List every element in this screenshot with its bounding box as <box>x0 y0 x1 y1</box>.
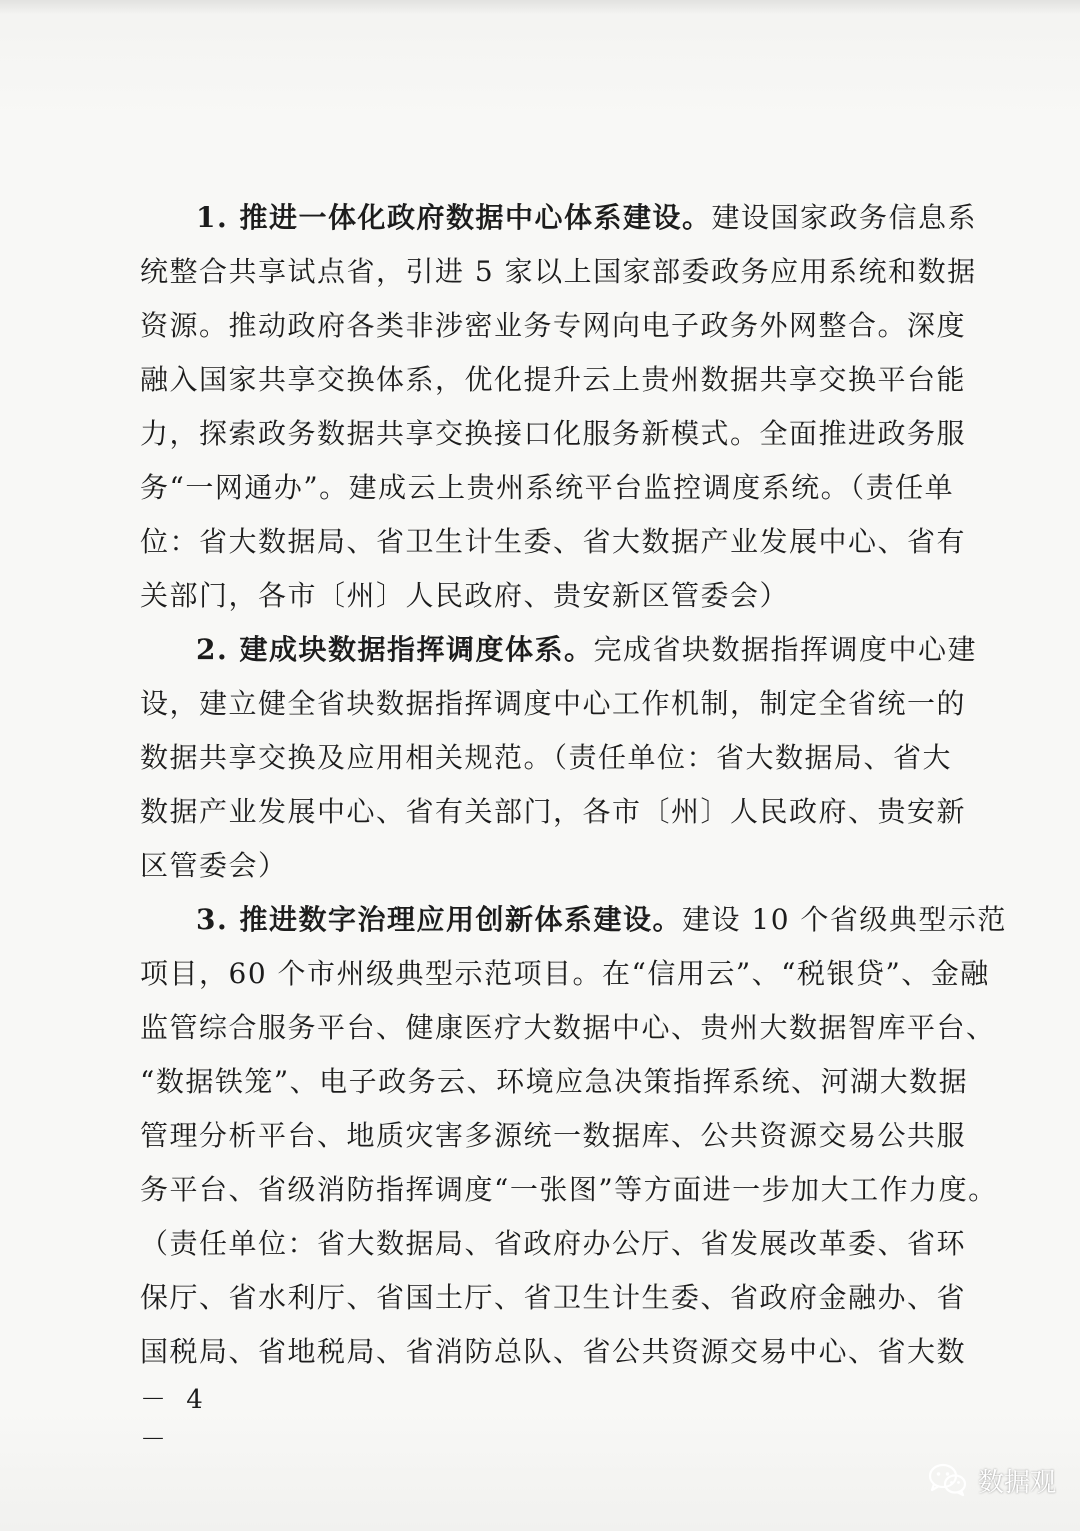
section-3-heading: 3. 推进数字治理应用创新体系建设。 <box>196 903 682 936</box>
section-2-heading: 2. 建成块数据指挥调度体系。 <box>196 633 594 666</box>
section-1-line-1 <box>196 190 977 246</box>
section-1-line-1-text: 建设国家政务信息系 <box>711 201 977 234</box>
section-3-line-6: 务平台、省级消防指挥调度“一张图”等方面进一步加大工作力度。 <box>140 1173 998 1206</box>
page-number: － 4 － <box>140 1385 209 1455</box>
section-2-line-3: 数据共享交换及应用相关规范。（责任单位：省大数据局、省大 <box>140 741 953 774</box>
section-1-line-6: 务“一网通办”。建成云上贵州系统平台监控调度系统。（责任单 <box>140 471 955 504</box>
watermark-text: 数据观 <box>977 1467 1056 1498</box>
section-1-line-2: 统整合共享试点省，引进 5 家以上国家部委政务应用系统和数据 <box>140 255 977 288</box>
section-3-line-1-text: 建设 10 个省级典型示范 <box>681 903 1007 936</box>
section-3-line-2: 项目，60 个市州级典型示范项目。在“信用云”、“税银贷”、金融 <box>140 957 990 990</box>
section-1-heading: 1. 推进一体化政府数据中心体系建设。 <box>196 201 712 234</box>
section-2-line-1-text: 完成省块数据指挥调度中心建 <box>593 633 977 666</box>
section-3-line-7: （责任单位：省大数据局、省政府办公厅、省发展改革委、省环 <box>140 1227 967 1260</box>
section-2-line-4: 数据产业发展中心、省有关部门，各市〔州〕人民政府、贵安新 <box>140 795 967 828</box>
section-1-line-8: 关部门，各市〔州〕人民政府、贵安新区管委会） <box>140 579 790 612</box>
section-3-line-9: 国税局、省地税局、省消防总队、省公共资源交易中心、省大数 <box>140 1335 967 1368</box>
section-3-line-8: 保厅、省水利厅、省国土厅、省卫生计生委、省政府金融办、省 <box>140 1281 967 1314</box>
section-1-line-4: 融入国家共享交换体系，优化提升云上贵州数据共享交换平台能 <box>140 363 967 396</box>
section-1-line-5: 力，探索政务数据共享交换接口化服务新模式。全面推进政务服 <box>140 417 967 450</box>
wechat-watermark <box>928 1458 1056 1502</box>
scan-top-edge <box>0 0 1080 14</box>
section-3-line-5: 管理分析平台、地质灾害多源统一数据库、公共资源交易公共服 <box>140 1119 967 1152</box>
section-1-line-3: 资源。推动政府各类非涉密业务专网向电子政务外网整合。深度 <box>140 309 967 342</box>
section-3-line-4: “数据铁笼”、电子政务云、环境应急决策指挥系统、河湖大数据 <box>140 1065 969 1098</box>
section-2-line-1 <box>196 622 977 678</box>
section-1-line-7: 位：省大数据局、省卫生计生委、省大数据产业发展中心、省有 <box>140 525 967 558</box>
wechat-icon <box>928 1463 968 1497</box>
section-3-line-3: 监管综合服务平台、健康医疗大数据中心、贵州大数据智库平台、 <box>140 1011 996 1044</box>
section-3-line-1 <box>196 892 1007 948</box>
section-2-line-2: 设，建立健全省块数据指挥调度中心工作机制，制定全省统一的 <box>140 687 967 720</box>
section-2-line-5: 区管委会） <box>140 849 288 882</box>
